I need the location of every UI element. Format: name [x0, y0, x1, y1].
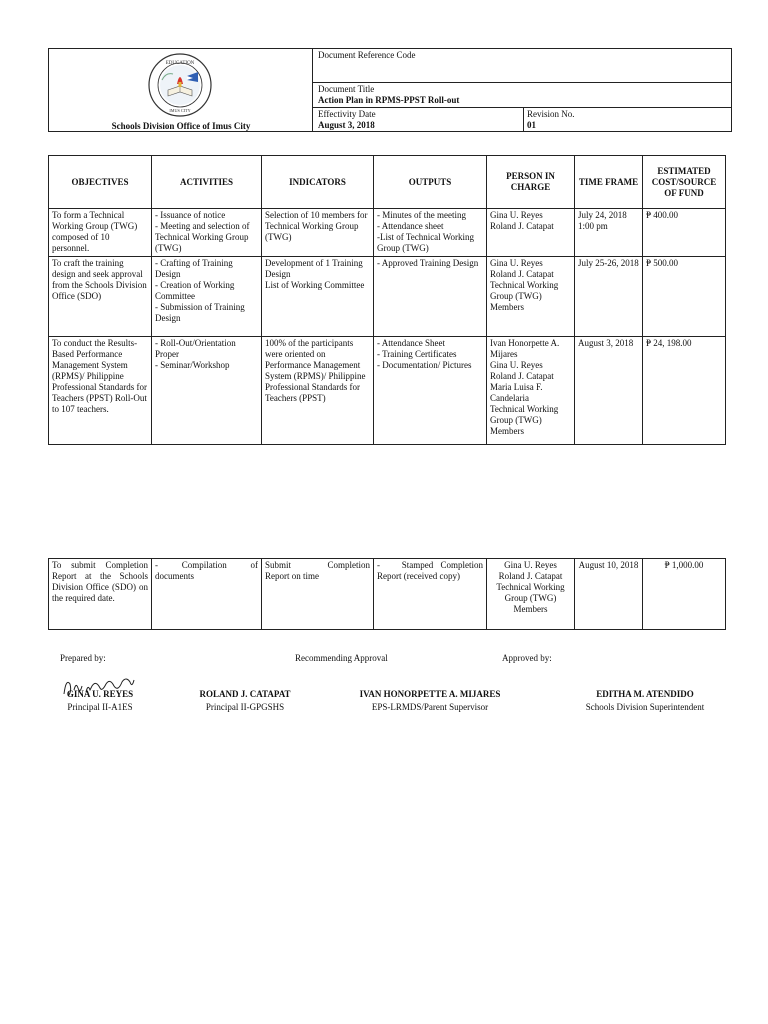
list-item: - Submission of Training Design [155, 302, 245, 323]
indicators-cell: Submit Completion Report on time [262, 559, 374, 630]
column-header: ACTIVITIES [152, 156, 262, 209]
column-header: ESTIMATED COST/SOURCE OF FUND [643, 156, 726, 209]
outputs-cell [374, 257, 487, 337]
signatory-title: EPS-LRMDS/Parent Supervisor [371, 702, 489, 712]
svg-text:EDUCATION: EDUCATION [165, 61, 195, 66]
action-plan-table [48, 155, 726, 445]
office-name: Schools Division Office of Imus City [111, 121, 251, 131]
deped-seal-logo [140, 52, 220, 118]
prepared-by-label: Prepared by: [60, 653, 106, 663]
doc-ref-label: Document Reference Code [318, 50, 416, 60]
list-item: - Minutes of the meeting [377, 210, 466, 220]
column-header: INDICATORS [262, 156, 374, 209]
list-item: Maria Luisa F. Candelaria [490, 382, 543, 403]
activities-cell: - Compilation of documents [152, 559, 262, 630]
list-item: - Roll-Out/Orientation Proper [155, 338, 236, 359]
list-item: - Meeting and selection of Technical Working Group (TWG) [155, 221, 250, 253]
list-item: Development of 1 Training Design [265, 258, 363, 279]
column-header: OBJECTIVES [49, 156, 152, 209]
signatory-name: GINA U. REYES [66, 689, 134, 699]
activities-cell [152, 209, 262, 257]
time-cell: August 3, 2018 [575, 337, 643, 445]
list-item: - Approved Training Design [377, 258, 479, 268]
activities-cell [152, 257, 262, 337]
revision-label: Revision No. [527, 109, 575, 119]
cost-cell: ₱ 400.00 [643, 209, 726, 257]
list-item: Roland J. Catapat [490, 371, 554, 381]
list-item: - Training Certificates [377, 349, 457, 359]
indicators-cell [262, 337, 374, 445]
doc-title: Action Plan in RPMS-PPST Roll-out [318, 95, 460, 105]
list-item: Selection of 10 members for Technical Working Group (TWG) [265, 210, 368, 242]
header-divider [523, 107, 524, 132]
objective-cell: To form a Technical Working Group (TWG) composed of 10 personnel. [49, 209, 152, 257]
approved-by-label: Approved by: [502, 653, 552, 663]
person-cell [487, 209, 575, 257]
list-item: -List of Technical Working Group (TWG) [377, 232, 475, 253]
cost-cell: ₱ 500.00 [643, 257, 726, 337]
time-cell: July 24, 2018 1:00 pm [575, 209, 643, 257]
indicators-cell [262, 209, 374, 257]
list-item: Roland J. Catapat [498, 571, 563, 581]
time-cell: August 10, 2018 [575, 559, 643, 630]
objective-cell: To conduct the Results-Based Performance Management System (RPMS)/ Philippine Professional Standards for Teachers (PPST) Roll-Out to 107 teachers. [49, 337, 152, 445]
list-item: - Attendance sheet [377, 221, 444, 231]
list-item: Technical Working Group (TWG) Members [496, 582, 565, 614]
activities-cell [152, 337, 262, 445]
table-row [49, 257, 726, 337]
objective-cell: To submit Completion Report at the Schools Division Office (SDO) on the required date. [49, 559, 152, 630]
outputs-cell: - Stamped Completion Report (received copy) [374, 559, 487, 630]
header-divider [312, 48, 313, 132]
effectivity-date: August 3, 2018 [318, 120, 375, 130]
header-divider [312, 107, 732, 108]
indicators-cell [262, 257, 374, 337]
svg-text:IMUS CITY: IMUS CITY [169, 108, 191, 113]
list-item: Ivan Honorpette A. Mijares [490, 338, 560, 359]
list-item: Gina U. Reyes [490, 360, 543, 370]
list-item: 100% of the participants were oriented on Performance Management System (RPMS)/ Philippine Professional Standards for Teachers (PPST) [265, 338, 366, 403]
doc-title-label: Document Title [318, 84, 375, 94]
list-item: - Crafting of Training Design [155, 258, 233, 279]
objective-cell: To craft the training design and seek approval from the Schools Division Office (SDO) [49, 257, 152, 337]
list-item: Technical Working Group (TWG) Members [490, 280, 559, 312]
table-row [49, 559, 726, 630]
signatory-name: IVAN HONORPETTE A. MIJARES [359, 689, 501, 699]
outputs-cell [374, 337, 487, 445]
list-item: Roland J. Catapat [490, 269, 554, 279]
action-plan-continuation-table [48, 558, 726, 630]
list-item: List of Working Committee [265, 280, 365, 290]
time-cell: July 25-26, 2018 [575, 257, 643, 337]
list-item: Gina U. Reyes [490, 258, 543, 268]
list-item: - Seminar/Workshop [155, 360, 230, 370]
table-row [49, 337, 726, 445]
effectivity-label: Effectivity Date [318, 109, 376, 119]
column-header: PERSON IN CHARGE [487, 156, 575, 209]
list-item: Gina U. Reyes [504, 560, 557, 570]
list-item: Roland J. Catapat [490, 221, 554, 231]
signatory-name: ROLAND J. CATAPAT [199, 689, 291, 699]
person-cell [487, 257, 575, 337]
column-header: TIME FRAME [575, 156, 643, 209]
signatory-title: Schools Division Superintendent [585, 702, 705, 712]
cost-cell: ₱ 1,000.00 [643, 559, 726, 630]
signatory-name: EDITHA M. ATENDIDO [596, 689, 694, 699]
cost-cell: ₱ 24, 198.00 [643, 337, 726, 445]
signatory-title: Principal II-GPGSHS [205, 702, 285, 712]
person-cell [487, 337, 575, 445]
list-item: Gina U. Reyes [490, 210, 543, 220]
signatory-title: Principal II-A1ES [67, 702, 133, 712]
list-item: - Documentation/ Pictures [377, 360, 472, 370]
table-header-row [49, 156, 726, 209]
list-item: - Attendance Sheet [377, 338, 445, 348]
list-item: - Issuance of notice [155, 210, 226, 220]
table-row [49, 209, 726, 257]
list-item: - Creation of Working Committee [155, 280, 235, 301]
outputs-cell [374, 209, 487, 257]
column-header: OUTPUTS [374, 156, 487, 209]
list-item: Technical Working Group (TWG) Members [490, 404, 559, 436]
person-cell [487, 559, 575, 630]
header-divider [312, 82, 732, 83]
recommending-approval-label: Recommending Approval [295, 653, 388, 663]
revision-number: 01 [527, 120, 536, 130]
